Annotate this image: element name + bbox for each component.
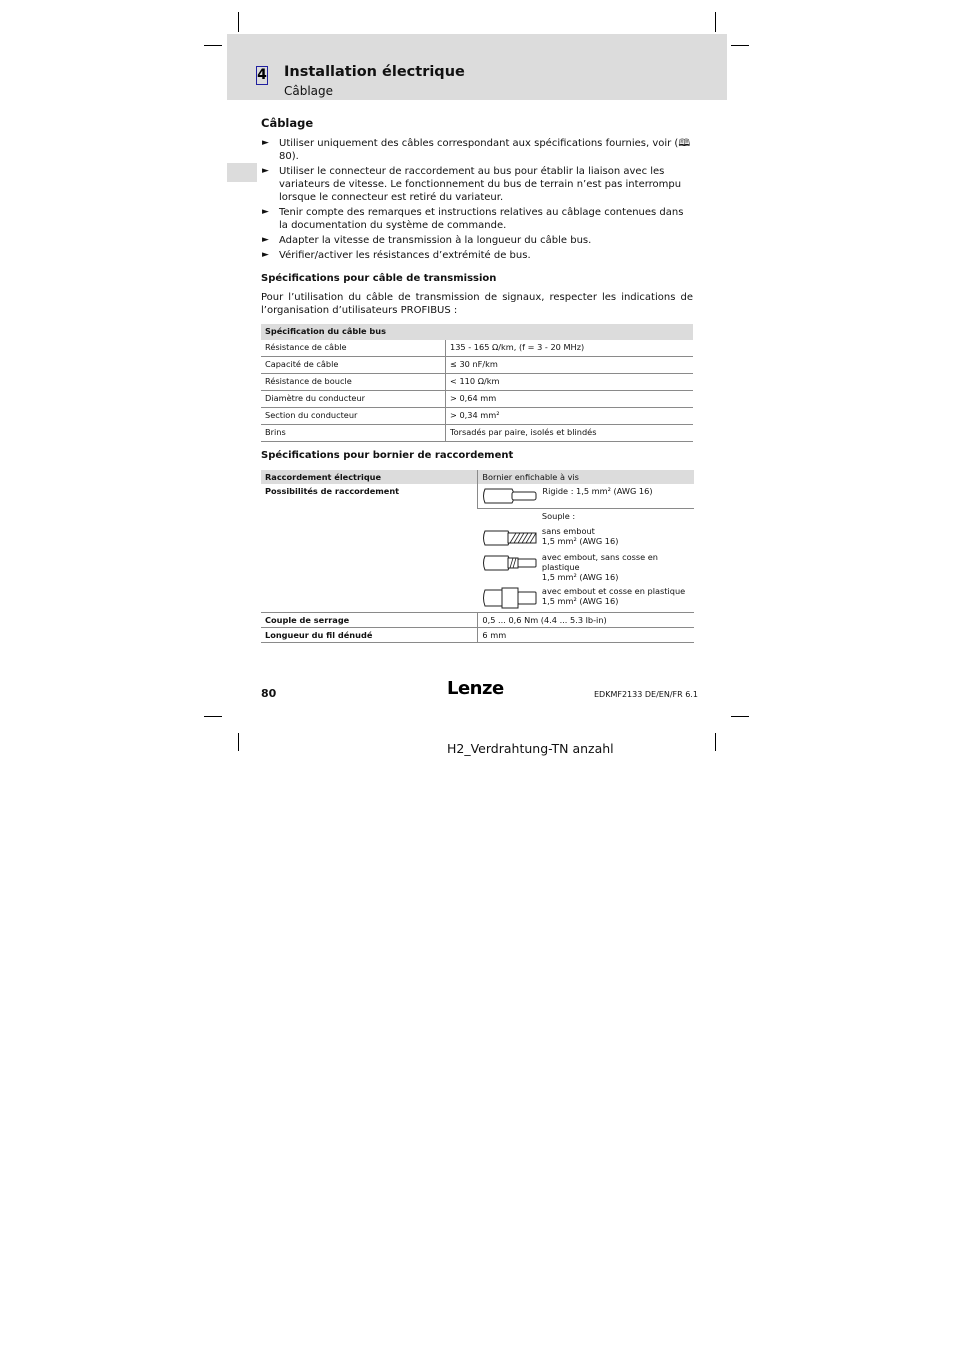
row-label: Résistance de boucle — [261, 374, 446, 391]
list-item — [261, 249, 693, 262]
bullet-arrow-icon: ► — [262, 235, 269, 245]
row-value: 0,5 ... 0,6 Nm (4.4 ... 5.3 lb-in) — [478, 613, 694, 628]
row-value: Torsadés par paire, isolés et blindés — [446, 425, 694, 442]
instruction-list — [261, 137, 693, 264]
list-item — [261, 206, 693, 232]
crop-mark — [238, 733, 239, 751]
list-item — [261, 137, 693, 163]
cable-spec-heading: Spécifications pour câble de transmission — [261, 273, 497, 284]
terminal-spec-heading: Spécifications pour bornier de raccordement — [261, 450, 514, 461]
flexible-option — [482, 586, 690, 610]
rigid-option — [478, 484, 694, 509]
row-label: Couple de serrage — [261, 613, 478, 628]
row-value: ≤ 30 nF/km — [446, 357, 694, 374]
flexible-options — [478, 509, 694, 613]
bullet-arrow-icon: ► — [262, 250, 269, 260]
table-row — [261, 484, 694, 509]
row-value: > 0,34 mm² — [446, 408, 694, 425]
crop-mark — [715, 733, 716, 751]
list-item — [261, 165, 693, 204]
bullet-arrow-icon: ► — [262, 207, 269, 217]
bullet-arrow-icon: ► — [262, 166, 269, 176]
section-title: Câblage — [261, 116, 314, 130]
cable-spec-intro: Pour l’utilisation du câble de transmission de signaux, respecter les indications de l’organisation d’utilisateurs PROFIBUS : — [261, 292, 693, 316]
table-header: Spécification du câble bus — [261, 324, 693, 340]
option-spec: 1,5 mm² (AWG 16) — [541, 536, 619, 546]
table-header-value: Bornier enfichable à vis — [478, 470, 694, 484]
row-value: < 110 Ω/km — [446, 374, 694, 391]
row-label: Brins — [261, 425, 446, 442]
option-name: sans embout — [541, 526, 595, 536]
option-name: avec embout, sans cosse en plastique — [541, 552, 658, 572]
option-name: avec embout et cosse en plastique — [541, 586, 686, 596]
row-label: Résistance de câble — [261, 340, 446, 357]
chapter-subtitle: Câblage — [284, 84, 334, 98]
chapter-number[interactable]: 4 — [257, 67, 267, 83]
rigid-wire-icon — [482, 486, 538, 506]
table-header-label: Raccordement électrique — [261, 470, 478, 484]
option-spec: 1,5 mm² (AWG 16) — [541, 572, 619, 582]
flexible-option — [482, 552, 690, 582]
terminal-spec-table — [261, 470, 694, 643]
crop-mark — [204, 716, 222, 717]
page-number: 80 — [261, 687, 277, 700]
flexible-label: Souple : — [541, 511, 576, 521]
crop-mark — [731, 45, 749, 46]
row-label: Possibilités de raccordement — [261, 484, 478, 613]
list-item-text: Tenir compte des remarques et instructions relatives au câblage contenues dans la documentation du système de commande. — [279, 207, 684, 231]
ferrule-wire-icon — [482, 552, 538, 574]
insulated-ferrule-wire-icon — [482, 586, 538, 610]
document-reference: EDKMF2133 DE/EN/FR 6.1 — [594, 690, 698, 699]
list-item — [261, 234, 693, 247]
table-row — [261, 408, 693, 425]
lenze-logo: Lenze — [447, 678, 504, 699]
table-row — [261, 613, 694, 628]
table-row — [261, 340, 693, 357]
list-item-text: Utiliser le connecteur de raccordement au bus pour établir la liaison avec les variateurs de vitesse. Le fonctionnement du bus de terrain n’est pas interrompu lorsque le connecteur est retiré du variateur. — [279, 166, 682, 203]
list-item-text: Vérifier/activer les résistances d’extrémité de bus. — [279, 250, 531, 261]
row-value: 6 mm — [478, 628, 694, 643]
table-row — [261, 374, 693, 391]
list-item-text: Utiliser uniquement des câbles correspondant aux spécifications fournies, voir (🕮 80). — [279, 138, 691, 162]
chapter-title: Installation électrique — [284, 64, 465, 80]
table-row — [261, 357, 693, 374]
row-label: Longueur du fil dénudé — [261, 628, 478, 643]
side-tab-marker — [227, 163, 257, 182]
list-item-text: Adapter la vitesse de transmission à la longueur du câble bus. — [279, 235, 592, 246]
crop-mark — [204, 45, 222, 46]
crop-mark — [238, 12, 239, 32]
table-row — [261, 425, 693, 442]
bare-stranded-wire-icon — [482, 526, 538, 548]
bullet-arrow-icon: ► — [262, 138, 269, 148]
flexible-option — [482, 526, 690, 548]
table-row — [261, 628, 694, 643]
row-label: Section du conducteur — [261, 408, 446, 425]
crop-mark — [715, 12, 716, 32]
table-row — [261, 391, 693, 408]
row-label: Capacité de câble — [261, 357, 446, 374]
row-value: 135 - 165 Ω/km, (f = 3 - 20 MHz) — [446, 340, 694, 357]
page-caption: H2_Verdrahtung-TN anzahl — [447, 741, 614, 756]
cable-spec-table — [261, 324, 693, 442]
row-value: > 0,64 mm — [446, 391, 694, 408]
rigid-spec: Rigide : 1,5 mm² (AWG 16) — [542, 486, 653, 496]
crop-mark — [731, 716, 749, 717]
option-spec: 1,5 mm² (AWG 16) — [541, 596, 619, 606]
row-label: Diamètre du conducteur — [261, 391, 446, 408]
